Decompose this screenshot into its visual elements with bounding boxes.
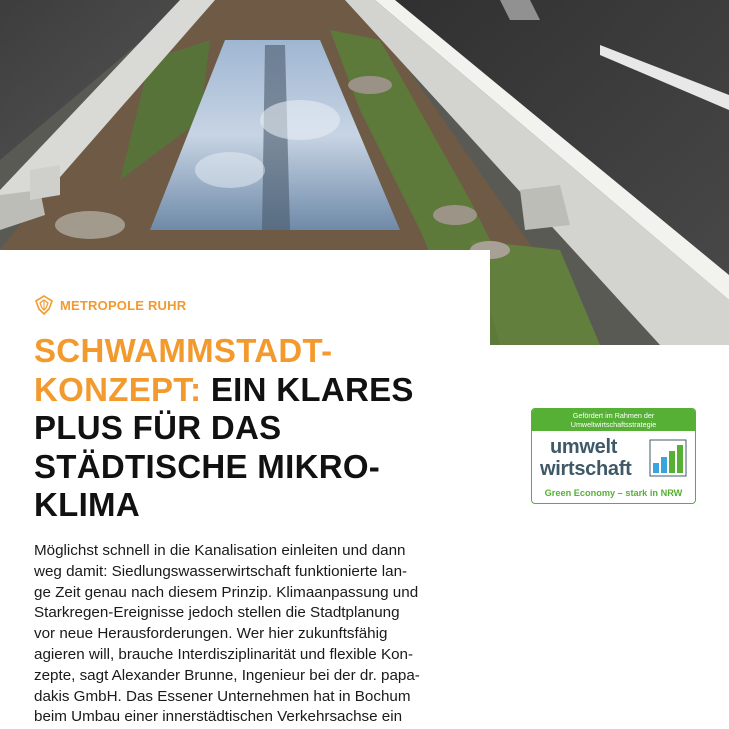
badge-top-line-2: Umweltwirtschaftsstrategie xyxy=(570,420,657,429)
body-line: ge Zeit genau nach diesem Prinzip. Klimaanpassung und xyxy=(34,583,419,601)
umweltwirtschaft-badge xyxy=(531,408,696,504)
headline xyxy=(34,332,474,525)
badge-logo xyxy=(532,431,695,481)
headline-line-2 xyxy=(34,371,474,410)
brand-label: METROPOLE RUHR xyxy=(60,297,187,313)
diamond-shield-icon xyxy=(34,295,54,315)
badge-tagline: Green Economy – stark in NRW xyxy=(544,488,683,498)
headline-highlight-2: KONZEPT: xyxy=(34,370,202,408)
body-line: agieren will, brauche Interdisziplinarität und flexible Kon- xyxy=(34,645,414,663)
headline-highlight-1: SCHWAMMSTADT- xyxy=(34,332,333,369)
badge-top-line-1: Gefördert im Rahmen der xyxy=(572,411,655,420)
headline-line-3: PLUS FÜR DAS xyxy=(34,409,282,446)
body-line: zepte, sagt Alexander Brunne, Ingenieur bei der dr. papa- xyxy=(34,666,420,684)
headline-line-1 xyxy=(34,332,474,371)
headline-line-5: KLIMA xyxy=(34,486,140,523)
headline-rest-first: EIN KLARES xyxy=(210,370,414,408)
body-line: dakis GmbH. Das Essener Unternehmen hat in Bochum xyxy=(34,687,411,705)
body-line: weg damit: Siedlungswasserwirtschaft funktionierte lan- xyxy=(34,562,408,580)
body-line: vor neue Herausforderungen. Wer hier zukunftsfähig xyxy=(34,625,388,643)
headline-line-4: STÄDTISCHE MIKRO- xyxy=(34,447,381,485)
badge-word-1: umwelt xyxy=(550,436,618,458)
body-line: Möglichst schnell in die Kanalisation einleiten und dann xyxy=(34,542,406,559)
body-line: Starkregen-Ereignisse jedoch stellen die Stadtplanung xyxy=(34,604,400,622)
body-line: beim Umbau einer innerstädtischen Verkehrsachse ein xyxy=(34,708,403,726)
badge-word-2: wirtschaft xyxy=(540,458,632,480)
bar-chart-icon xyxy=(649,439,687,477)
body-paragraph xyxy=(34,541,444,728)
brand-row xyxy=(34,295,186,315)
badge-top-band xyxy=(532,409,695,431)
